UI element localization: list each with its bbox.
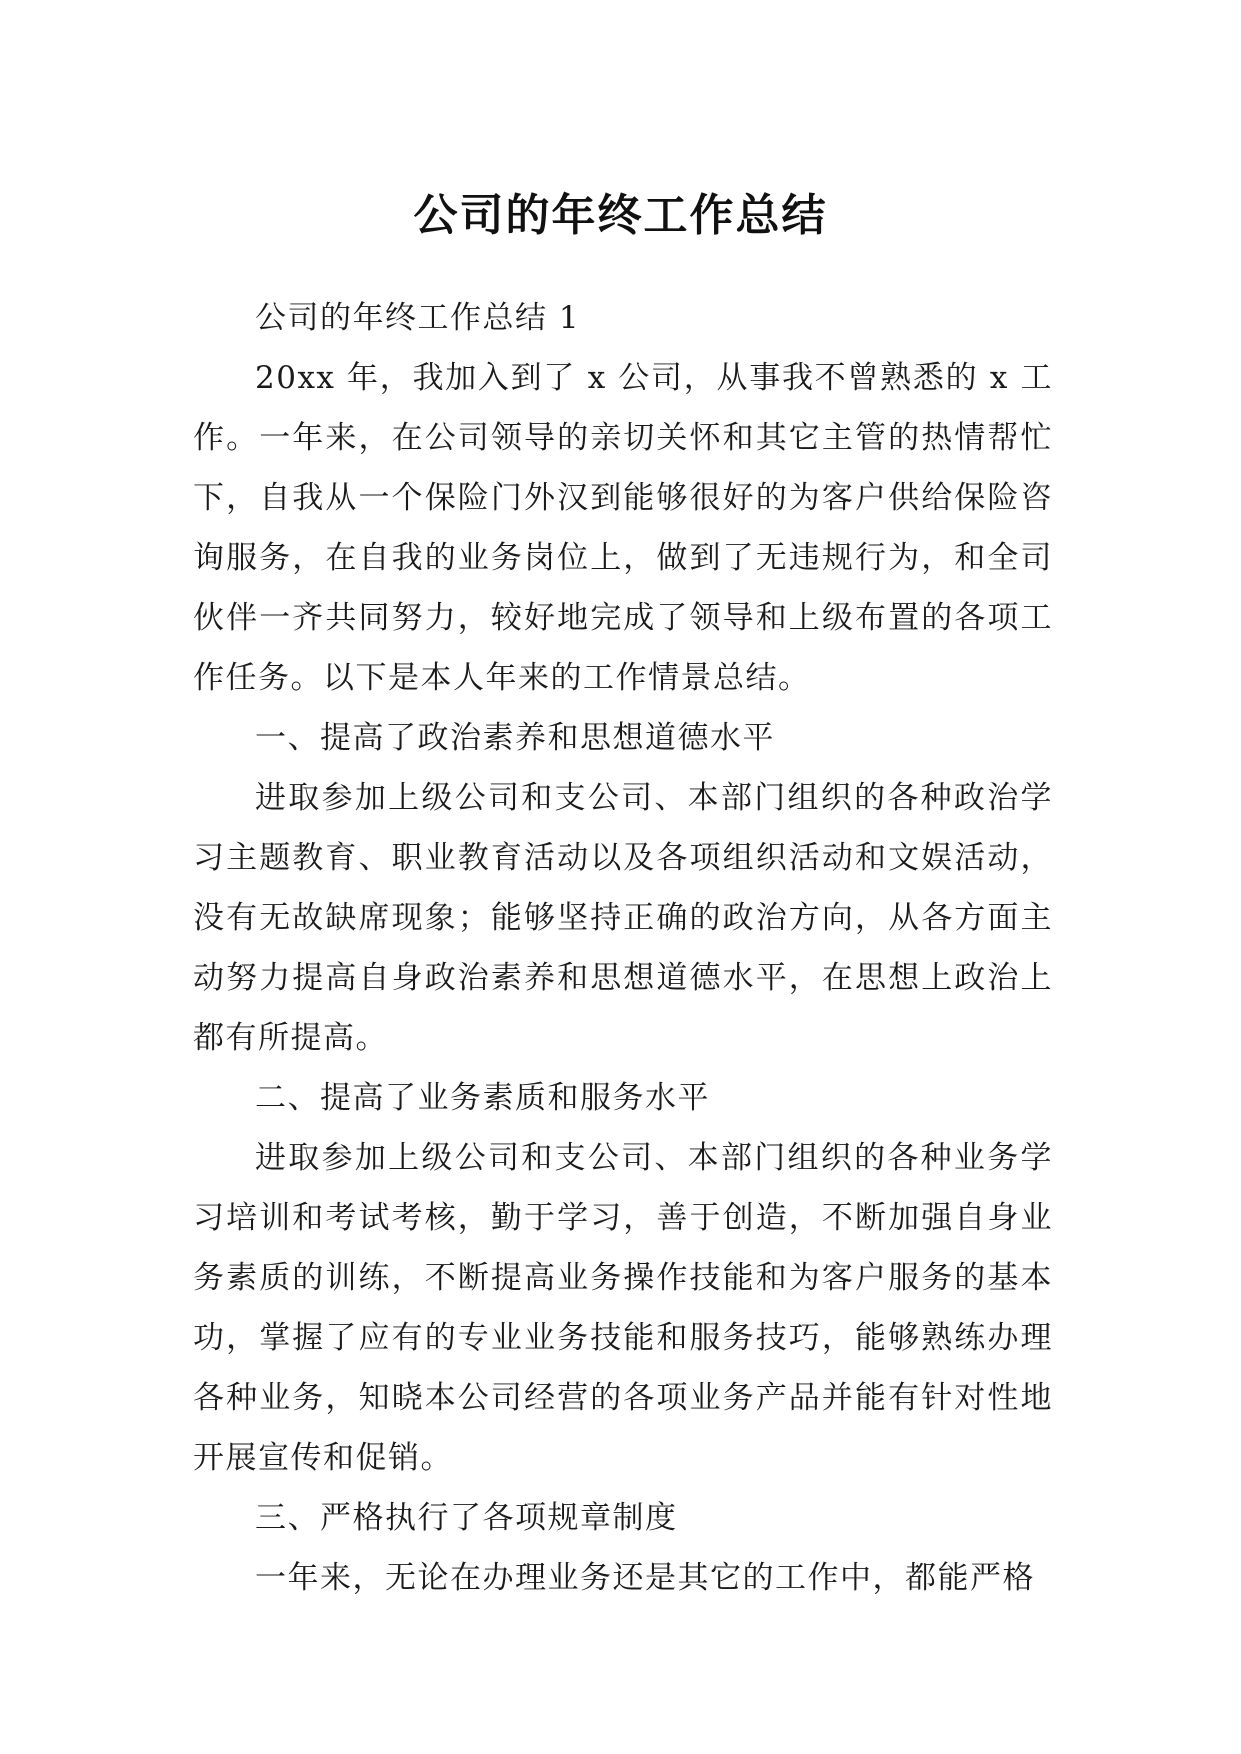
section-heading-1: 一、提高了政治素养和思想道德水平 <box>255 720 775 756</box>
intro-paragraph: 20xx 年，我加入到了 x 公司，从事我不曾熟悉的 x 工作。一年来，在公司领导的亲切关怀和其它主管的热情帮忙下，自我从一个保险门外汉到能够很好的为客户供给保险咨询服务，在自我的业务岗位上，做到了无违规行为，和全司伙伴一齐共同努力，较好地完成了领导和上级布置的各项工作任务。以下是本人年来的工作情景总结。 <box>193 360 1053 696</box>
document-body <box>193 288 1053 1608</box>
document-title: 公司的年终工作总结 <box>413 190 828 242</box>
subtitle-paragraph: 公司的年终工作总结 1 <box>255 300 581 336</box>
section-heading-3: 三、严格执行了各项规章制度 <box>255 1500 678 1536</box>
section-1-paragraph: 进取参加上级公司和支公司、本部门组织的各种政治学习主题教育、职业教育活动以及各项组织活动和文娱活动，没有无故缺席现象；能够坚持正确的政治方向，从各方面主动努力提高自身政治素养和思想道德水平，在思想上政治上都有所提高。 <box>193 780 1053 1056</box>
section-3-paragraph: 一年来，无论在办理业务还是其它的工作中，都能严格 <box>255 1560 1035 1596</box>
section-heading-2: 二、提高了业务素质和服务水平 <box>255 1080 710 1116</box>
section-2-paragraph: 进取参加上级公司和支公司、本部门组织的各种业务学习培训和考试考核，勤于学习，善于创造，不断加强自身业务素质的训练，不断提高业务操作技能和为客户服务的基本功，掌握了应有的专业业务技能和服务技巧，能够熟练办理各种业务，知晓本公司经营的各项业务产品并能有针对性地开展宣传和促销。 <box>193 1140 1053 1476</box>
